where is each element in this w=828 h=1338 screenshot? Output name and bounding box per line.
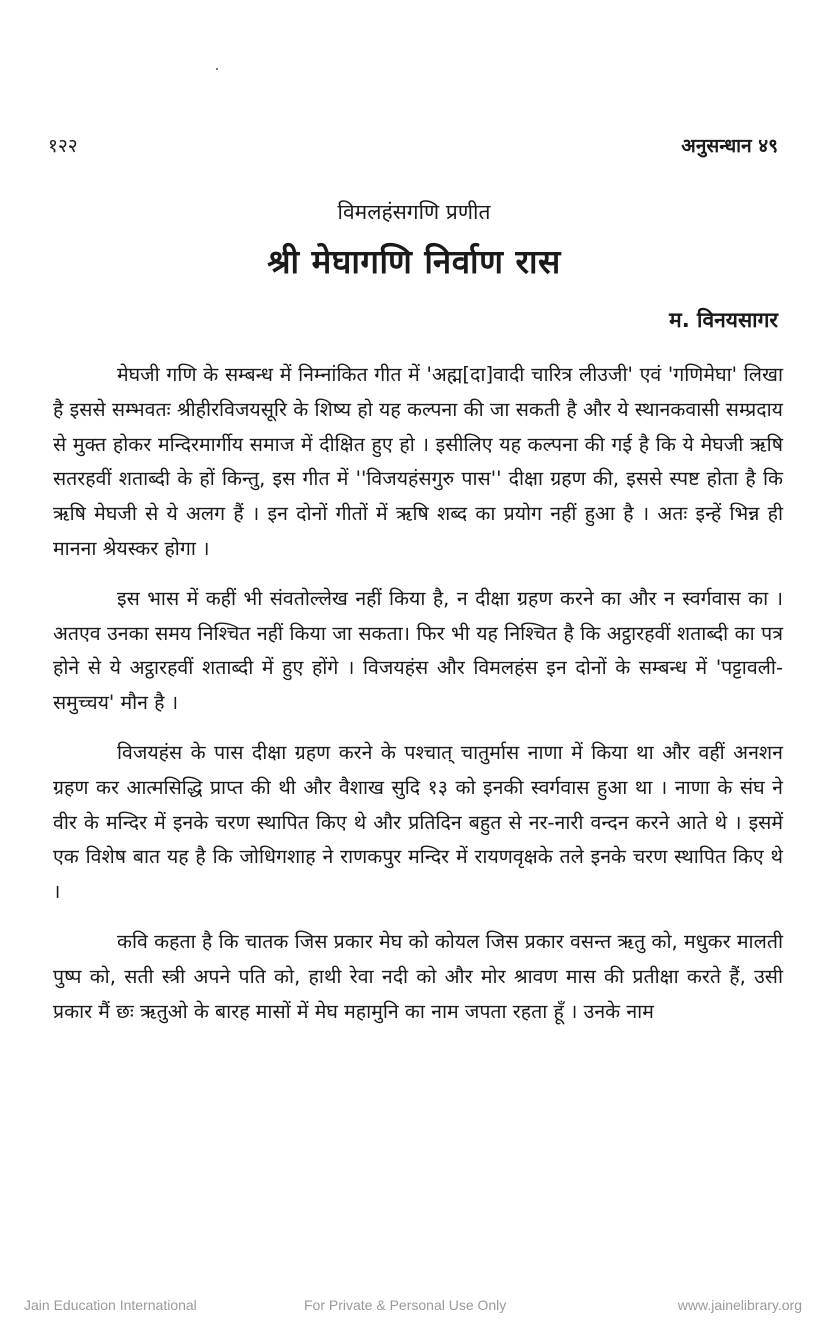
footer-publisher: Jain Education International (24, 1297, 197, 1313)
footer-usage-note: For Private & Personal Use Only (304, 1297, 507, 1313)
paragraph: विजयहंस के पास दीक्षा ग्रहण करने के पश्चात् चातुर्मास नाणा में किया था और वहीं अनशन ग्रहण कर आत्मसिद्धि प्राप्त की थी और वैशाख सुदि १३ को इनकी स्वर्गवास हुआ था । नाणा के संघ ने वीर के मन्दिर में इनके चरण स्थापित किए थे और प्रतिदिन बहुत से नर-नारी वन्दन करने आते थे । इसमें एक विशेष बात यह है कि जोधिगशाह ने राणकपुर मन्दिर में रायणवृक्षके तले इनके चरण स्थापित किए थे । (53, 740, 783, 904)
running-head: अनुसन्धान ४९ (681, 135, 778, 157)
body-text (53, 358, 783, 1044)
article-author: म. विनयसागर (669, 308, 778, 332)
footer-website-link[interactable]: www.jainelibrary.org (677, 1297, 802, 1313)
article-title: श्री मेघागणि निर्वाण रास (267, 242, 561, 281)
footer (0, 1297, 828, 1317)
paragraph: कवि कहता है कि चातक जिस प्रकार मेघ को कोयल जिस प्रकार वसन्त ऋतु को, मधुकर मालती पुष्प को, सती स्त्री अपने पति को, हाथी रेवा नदी को और मोर श्रावण मास की प्रतीक्षा करते हैं, उसी प्रकार मैं छः ऋतुओ के बारह मासों में मेघ महामुनि का नाम जपता रहता हूँ । उनके नाम (53, 929, 783, 1023)
scan-speck (216, 68, 218, 70)
page-number: १२२ (48, 135, 78, 157)
article-subtitle: विमलहंसगणि प्रणीत (337, 200, 491, 224)
paragraph: मेघजी गणि के सम्बन्ध में निम्नांकित गीत में 'अह्म[दा]वादी चारित्र लीउजी' एवं 'गणिमेघा' लिखा है इससे सम्भवतः श्रीहीरविजयसूरि के शिष्य हो यह कल्पना की जा सकती है और ये स्थानकवासी सम्प्रदाय से मुक्त होकर मन्दिरमार्गीय समाज में दीक्षित हुए हो । इसीलिए यह कल्पना की गई है कि ये मेघजी ऋषि सतरहवीं शताब्दी के हों किन्तु, इस गीत में ''विजयहंसगुरु पास'' दीक्षा ग्रहण की, इससे स्पष्ट होता है कि ऋषि मेघजी से ये अलग हैं । इन दोनों गीतों में ऋषि शब्द का प्रयोग नहीं हुआ है । अतः इन्हें भिन्न ही मानना श्रेयस्कर होगा । (53, 363, 783, 560)
paragraph: इस भास में कहीं भी संवतोल्लेख नहीं किया है, न दीक्षा ग्रहण करने का और न स्वर्गवास का । अतएव उनका समय निश्चित नहीं किया जा सकता। फिर भी यह निश्चित है कि अट्ठारहवीं शताब्दी का पत्र होने से ये अट्ठारहवीं शताब्दी में हुए होंगे । विजयहंस और विमलहंस इन दोनों के सम्बन्ध में 'पट्टावली-समुच्चय' मौन है । (53, 586, 783, 715)
